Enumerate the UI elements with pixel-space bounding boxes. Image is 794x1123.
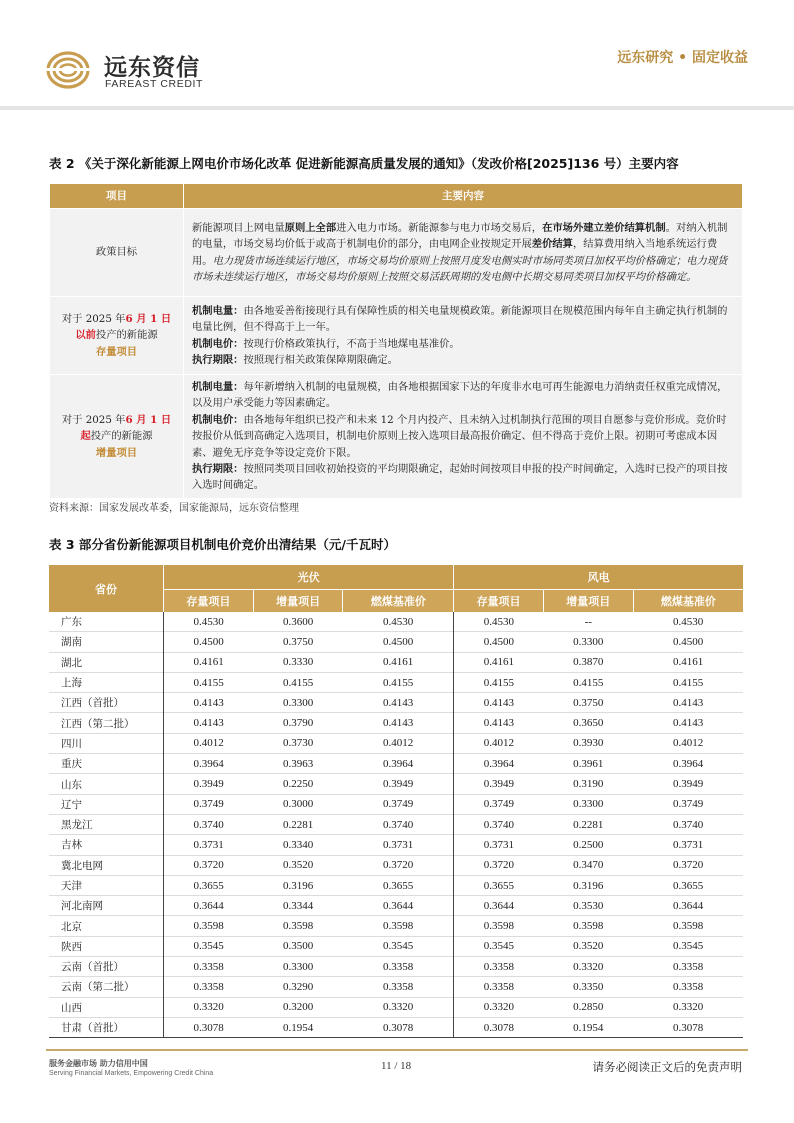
price-cell: 0.3750 [282, 635, 314, 648]
price-cell: 0.4143 [672, 696, 704, 709]
price-cell: 0.3598 [282, 920, 314, 933]
price-cell: 0.3470 [573, 859, 604, 872]
price-cell: 0.3320 [573, 960, 604, 973]
price-cell: 0.4161 [672, 656, 704, 669]
price-cell: 0.3290 [282, 980, 314, 993]
bidding-results-table [49, 565, 743, 1038]
price-cell: 0.4012 [382, 737, 414, 750]
table3-caption: 表 3 部分省份新能源项目机制电价竞价出清结果（元/千瓦时） [49, 537, 396, 552]
price-cell: 0.4012 [672, 737, 704, 750]
province-cell: 甘肃（首批） [61, 1022, 124, 1035]
price-cell: 0.3358 [672, 980, 704, 993]
price-cell: 0.4155 [164, 672, 254, 692]
price-cell: 0.3190 [573, 778, 604, 791]
policy-goal-label: 政策目标 [50, 209, 184, 297]
price-cell: 0.3078 [672, 1021, 704, 1034]
price-cell: 0.3731 [454, 835, 544, 855]
policy-table [49, 183, 743, 499]
price-cell: 0.4143 [164, 713, 254, 733]
price-cell: 0.3655 [382, 879, 414, 892]
price-cell: 0.1954 [282, 1021, 314, 1034]
table-row [49, 814, 743, 834]
price-cell: 0.3330 [282, 656, 314, 669]
province-cell: 云南（首批） [61, 961, 124, 974]
price-cell: 0.4155 [573, 676, 604, 689]
footer-slogan-cn: 服务金融市场 助力信用中国 [49, 1059, 148, 1068]
province-cell: 重庆 [61, 758, 82, 771]
price-cell: 0.3340 [282, 838, 314, 851]
price-cell: 0.4161 [454, 652, 544, 672]
price-cell: 0.1954 [573, 1021, 604, 1034]
price-cell: 0.3520 [282, 859, 314, 872]
price-cell: 0.3730 [282, 737, 314, 750]
table-row [49, 936, 743, 956]
price-cell: 0.3740 [454, 814, 544, 834]
price-cell: 0.3520 [573, 940, 604, 953]
price-cell: 0.4155 [282, 676, 314, 689]
price-cell: 0.3644 [382, 899, 414, 912]
price-cell: 0.3598 [573, 920, 604, 933]
price-cell: 0.4143 [454, 713, 544, 733]
price-cell: 0.3320 [672, 1001, 704, 1014]
page-header [0, 0, 794, 110]
price-cell: 0.2250 [282, 778, 314, 791]
price-cell: 0.3644 [672, 899, 704, 912]
price-cell: 0.3790 [282, 717, 314, 730]
price-cell: 0.3750 [573, 696, 604, 709]
price-cell: 0.4161 [164, 652, 254, 672]
price-cell: 0.3078 [454, 1017, 544, 1037]
price-cell: 0.3545 [672, 940, 704, 953]
table3-group-header [49, 565, 743, 590]
price-cell: 0.2281 [573, 818, 604, 831]
price-cell: 0.4500 [382, 635, 414, 648]
province-cell: 北京 [61, 920, 82, 933]
province-cell: 江西（首批） [61, 697, 124, 710]
policy-goal-content: 新能源项目上网电量原则上全部进入电力市场。新能源参与电力市场交易后，在市场外建立差价结算机制。对纳入机制的电量，市场交易均价低于或高于机制电价的部分，由电网企业按规定开展差价结算，结算费用纳入当地系统运行费用。电力现货市场连续运行地区，市场交易均价原则上按照月度发电侧实时市场同类项目加权平均价格确定；电力现货市场未连续运行地区，市场交易均价原则上按照交易活跃周期的发电侧中长期交易同类项目加权平均价格确定。 [184, 209, 743, 297]
price-cell: 0.3731 [382, 838, 414, 851]
fareast-logo-icon [46, 50, 90, 90]
price-cell: 0.4530 [672, 615, 704, 628]
table-row [49, 774, 743, 794]
province-cell: 湖北 [61, 656, 82, 669]
price-cell: 0.3358 [382, 960, 414, 973]
price-cell: 0.3078 [382, 1021, 414, 1034]
price-cell: 0.3300 [282, 696, 314, 709]
header-pv: 光伏 [164, 565, 454, 590]
logo-cn-text: 远东资信 [104, 55, 200, 81]
price-cell: 0.3720 [164, 855, 254, 875]
province-cell: 广东 [61, 616, 82, 629]
price-cell: 0.3196 [573, 879, 604, 892]
table-row [49, 957, 743, 977]
price-cell: 0.3644 [454, 896, 544, 916]
price-cell: 0.4155 [672, 676, 704, 689]
province-cell: 吉林 [61, 839, 82, 852]
table-row [49, 1017, 743, 1037]
price-cell: 0.3320 [454, 997, 544, 1017]
table-row [49, 672, 743, 692]
table-row [49, 997, 743, 1017]
header-wind: 风电 [454, 565, 743, 590]
price-cell: 0.3720 [672, 859, 704, 872]
price-cell: 0.3655 [164, 875, 254, 895]
price-cell: 0.3350 [573, 980, 604, 993]
table2-source: 资料来源：国家发展改革委，国家能源局，远东资信整理 [49, 503, 299, 514]
price-cell: 0.3300 [573, 798, 604, 811]
header-pv-coal: 燃煤基准价 [343, 590, 454, 613]
price-cell: 0.3740 [672, 818, 704, 831]
price-cell: 0.3358 [454, 957, 544, 977]
price-cell: 0.3749 [454, 794, 544, 814]
price-cell: 0.3300 [282, 960, 314, 973]
province-cell: 云南（第二批） [61, 981, 135, 994]
policy-row-goal [50, 209, 743, 297]
price-cell: 0.4143 [164, 693, 254, 713]
footer-divider [46, 1049, 748, 1051]
price-cell: 0.3964 [454, 754, 544, 774]
price-cell: 0.3598 [164, 916, 254, 936]
header-content: 主要内容 [184, 184, 743, 209]
price-cell: 0.3949 [164, 774, 254, 794]
page-number: 11 / 18 [381, 1060, 412, 1072]
table-row [49, 612, 743, 632]
price-cell: 0.3930 [573, 737, 604, 750]
price-cell: 0.3358 [454, 977, 544, 997]
table2-caption: 表 2 《关于深化新能源上网电价市场化改革 促进新能源高质量发展的通知》（发改价格[2025]136 号）主要内容 [49, 156, 679, 171]
price-cell: 0.4530 [164, 612, 254, 632]
footer-slogan-en: Serving Financial Markets, Empowering Credit China [49, 1070, 214, 1077]
price-cell: 0.4143 [454, 693, 544, 713]
table-row [49, 896, 743, 916]
province-cell: 辽宁 [61, 798, 82, 811]
province-cell: 黑龙江 [61, 819, 93, 832]
price-cell: 0.3964 [164, 754, 254, 774]
price-cell: 0.3644 [164, 896, 254, 916]
price-cell: 0.3963 [282, 757, 314, 770]
price-cell: 0.3000 [282, 798, 314, 811]
price-cell: 0.3731 [672, 838, 704, 851]
price-cell: 0.4500 [672, 635, 704, 648]
price-cell: 0.3600 [282, 615, 314, 628]
header-province: 省份 [49, 565, 164, 612]
province-cell: 四川 [61, 737, 82, 750]
price-cell: 0.3740 [164, 814, 254, 834]
province-cell: 湖南 [61, 636, 82, 649]
price-cell: 0.3530 [573, 899, 604, 912]
price-cell: 0.3300 [573, 635, 604, 648]
table-row [49, 977, 743, 997]
table-row [49, 693, 743, 713]
price-cell: 0.3358 [672, 960, 704, 973]
price-cell: 0.3949 [454, 774, 544, 794]
price-cell: 0.3655 [672, 879, 704, 892]
province-cell: 陕西 [61, 940, 82, 953]
new-project-content: 机制电量：每年新增纳入机制的电量规模，由各地根据国家下达的年度非水电可再生能源电力消纳责任权重完成情况，以及用户承受能力等因素确定。 机制电价：由各地每年组织已投产和未来 12 个月内投产、且未纳入过机制执行范围的项目自愿参与竞价形成。竞价时按报价从低到高确定入选项目，机制电价原则上按入选项目最高报价确定、但不得高于竞价上限。初期可考虑成本因素、避免无序竞争等设定竞价下限。 执行期限：按照同类项目回收初始投资的平均期限确定，起始时间按项目申报的投产时间确定，入选时已投产的项目按入选时间确定。 [184, 375, 743, 499]
price-cell: 0.3358 [382, 980, 414, 993]
price-cell: 0.3598 [454, 916, 544, 936]
price-cell: 0.3870 [573, 656, 604, 669]
price-cell: 0.4012 [454, 733, 544, 753]
disclaimer: 请务必阅读正文后的免责声明 [592, 1060, 742, 1074]
price-cell: 0.4500 [164, 632, 254, 652]
province-cell: 冀北电网 [61, 859, 103, 872]
price-cell: 0.3545 [164, 936, 254, 956]
price-cell: 0.3720 [382, 859, 414, 872]
price-cell: 0.4012 [164, 733, 254, 753]
table-row [49, 754, 743, 774]
province-cell: 上海 [61, 677, 82, 690]
header-wind-coal: 燃煤基准价 [633, 590, 743, 613]
table-row [49, 713, 743, 733]
price-cell: 0.3720 [454, 855, 544, 875]
province-cell: 天津 [61, 880, 82, 892]
province-cell: 山东 [61, 778, 82, 791]
table-row [49, 916, 743, 936]
price-cell: 0.4143 [382, 717, 414, 730]
price-cell: 0.2281 [282, 818, 314, 831]
province-cell: 河北南网 [61, 900, 103, 913]
logo-en-text: FAREAST CREDIT [105, 78, 204, 90]
price-cell: -- [584, 615, 592, 628]
price-cell: 0.3655 [454, 875, 544, 895]
policy-row-existing [50, 297, 743, 375]
header-divider [0, 106, 794, 110]
new-project-label: 对于 2025 年6 月 1 日 起投产的新能源 增量项目 [50, 375, 184, 499]
price-cell: 0.3964 [672, 757, 704, 770]
price-cell: 0.3500 [282, 940, 314, 953]
table-row [49, 835, 743, 855]
existing-project-label: 对于 2025 年6 月 1 日 以前投产的新能源 存量项目 [50, 297, 184, 375]
price-cell: 0.3200 [282, 1001, 314, 1014]
price-cell: 0.3598 [672, 920, 704, 933]
price-cell: 0.3949 [672, 778, 704, 791]
price-cell: 0.4530 [454, 612, 544, 632]
price-cell: 0.3598 [382, 920, 414, 933]
table-row [49, 875, 743, 895]
header-pv-new: 增量项目 [253, 590, 343, 613]
table-row [49, 652, 743, 672]
header-pv-existing: 存量项目 [164, 590, 254, 613]
price-cell: 0.3961 [573, 757, 604, 770]
province-cell: 江西（第二批） [61, 717, 135, 730]
price-cell: 0.3545 [454, 936, 544, 956]
price-cell: 0.3358 [164, 957, 254, 977]
policy-row-new [50, 375, 743, 499]
table-row [49, 632, 743, 652]
table-row [49, 855, 743, 875]
price-cell: 0.3344 [282, 899, 314, 912]
price-cell: 0.3196 [282, 879, 314, 892]
price-cell: 0.2850 [573, 1001, 604, 1014]
price-cell: 0.4143 [382, 696, 414, 709]
header-item: 项目 [50, 184, 184, 209]
price-cell: 0.4500 [454, 632, 544, 652]
table-row [49, 794, 743, 814]
price-cell: 0.2500 [573, 838, 604, 851]
price-cell: 0.3320 [164, 997, 254, 1017]
province-cell: 山西 [61, 1001, 82, 1014]
price-cell: 0.3078 [164, 1017, 254, 1037]
price-cell: 0.3749 [164, 794, 254, 814]
price-cell: 0.3949 [382, 778, 414, 791]
price-cell: 0.4530 [382, 615, 414, 628]
policy-table-header [50, 184, 743, 209]
price-cell: 0.3358 [164, 977, 254, 997]
price-cell: 0.3749 [382, 798, 414, 811]
existing-project-content: 机制电量：由各地妥善衔接现行具有保障性质的相关电量规模政策。新能源项目在规模范围内每年自主确定执行机制的电量比例，但不得高于上一年。 机制电价：按现行价格政策执行，不高于当地煤电基准价。 执行期限：按照现行相关政策保障期限确定。 [184, 297, 743, 375]
price-cell: 0.3740 [382, 818, 414, 831]
header-wind-existing: 存量项目 [454, 590, 544, 613]
price-cell: 0.4155 [454, 672, 544, 692]
report-tag: 远东研究 • 固定收益 [617, 50, 748, 66]
price-cell: 0.4161 [382, 656, 414, 669]
price-cell: 0.3320 [382, 1001, 414, 1014]
price-cell: 0.3964 [382, 757, 414, 770]
header-wind-new: 增量项目 [543, 590, 633, 613]
table-row [49, 733, 743, 753]
price-cell: 0.4143 [672, 717, 704, 730]
price-cell: 0.3545 [382, 940, 414, 953]
price-cell: 0.3749 [672, 798, 704, 811]
price-cell: 0.4155 [382, 676, 414, 689]
price-cell: 0.3731 [164, 835, 254, 855]
price-cell: 0.3650 [573, 717, 604, 730]
